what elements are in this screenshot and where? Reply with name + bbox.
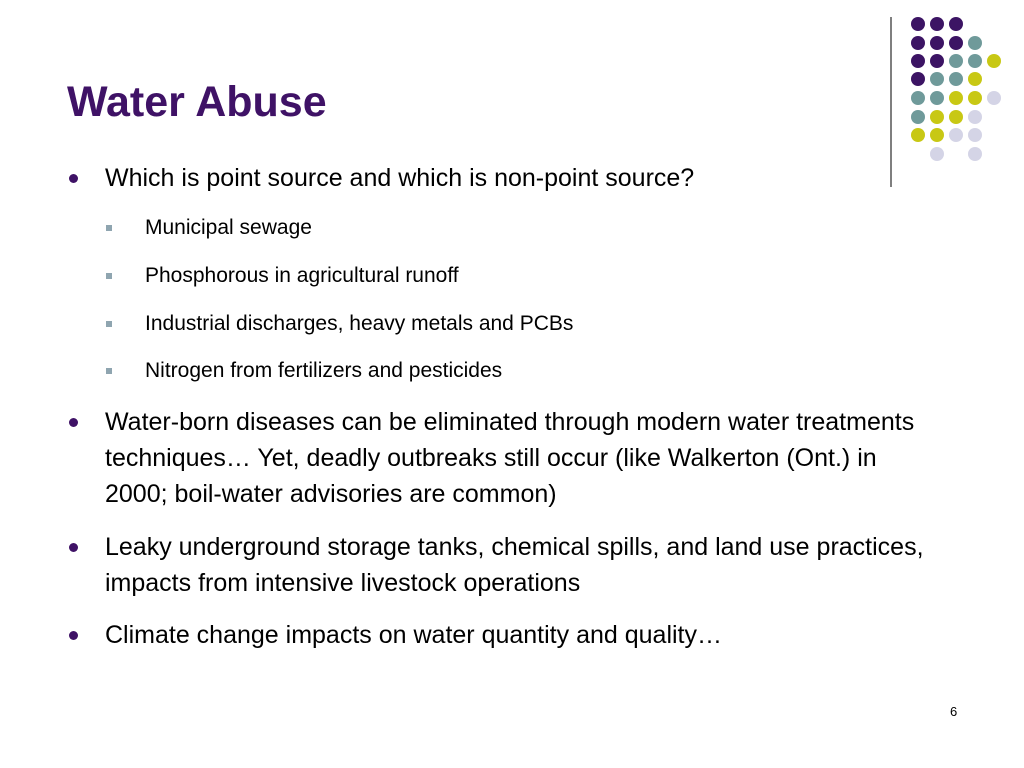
dot [949,36,963,50]
bullet-item: Which is point source and which is non-point source? [105,160,935,196]
dot [949,110,963,124]
dot [987,91,1001,105]
dot [968,91,982,105]
dot [930,128,944,142]
sub-bullet-item: Nitrogen from fertilizers and pesticides [145,356,845,386]
dot [949,128,963,142]
dot [930,54,944,68]
dot [911,91,925,105]
dot [968,147,982,161]
dot [949,54,963,68]
dot [949,91,963,105]
dot [968,72,982,86]
dot [930,91,944,105]
dot [930,36,944,50]
dot [911,110,925,124]
dot [911,17,925,31]
dot [930,72,944,86]
dot [930,147,944,161]
bullet-item: Climate change impacts on water quantity and quality… [105,617,935,653]
dot [968,110,982,124]
dot [949,17,963,31]
dot [987,54,1001,68]
dot [968,128,982,142]
dot [930,17,944,31]
bullet-item: Water-born diseases can be eliminated through modern water treatments techniques… Yet, deadly outbreaks still occur (like Walkerton (Ont.) in 2000; boil-water advisories are common) [105,404,935,512]
sub-bullet-item: Municipal sewage [145,213,845,243]
bullet-item: Leaky underground storage tanks, chemical spills, and land use practices, impacts from intensive livestock operations [105,529,935,601]
page-number: 6 [950,704,958,719]
dot [949,72,963,86]
dot [968,54,982,68]
dot [911,128,925,142]
dot [968,36,982,50]
decorative-dot-grid [906,12,1006,172]
slide-title: Water Abuse [67,78,327,126]
dot [911,54,925,68]
sub-bullet-item: Phosphorous in agricultural runoff [145,261,845,291]
dot [911,72,925,86]
dot [911,36,925,50]
dot [930,110,944,124]
sub-bullet-item: Industrial discharges, heavy metals and PCBs [145,309,845,339]
